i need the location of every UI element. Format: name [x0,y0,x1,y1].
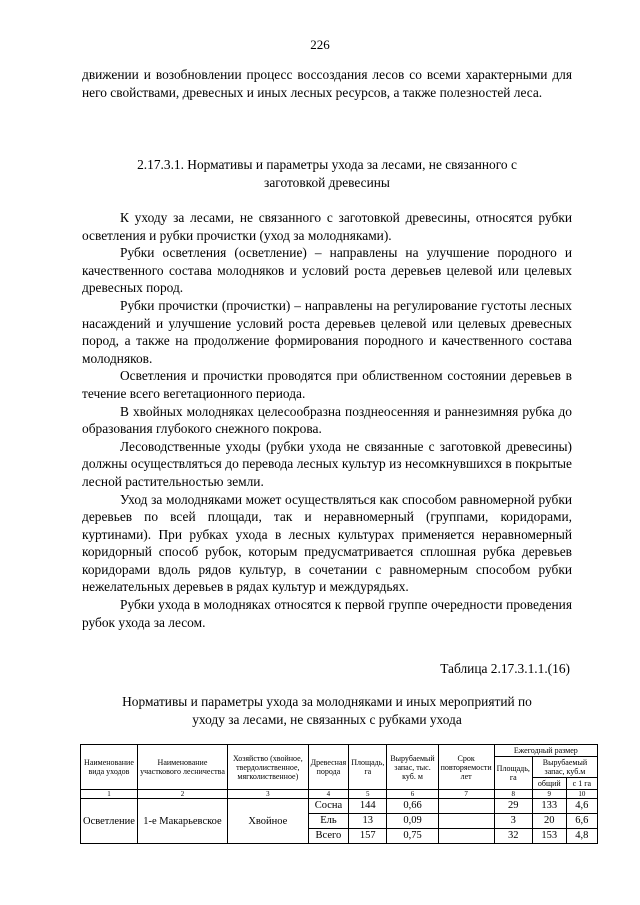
cell-economy: Хвойное [228,799,309,844]
paragraph: Рубки ухода в молодняках относятся к первой группе очередности проведения рубок ухода за лесом. [82,597,572,630]
column-number: 6 [387,790,438,799]
cell-annual-area: 3 [494,814,532,829]
header-care-type: Наименование видa уходов [81,745,138,790]
cell-area: 144 [349,799,387,814]
continuation-paragraph: движении и возобновлении процесс воссоздания лесов со всеми характерными для него свойствами, древесных и иных лесных ресурсов, а также полезностей леса. [82,67,572,100]
norms-table [80,744,598,844]
column-number: 1 [81,790,138,799]
cell-period [438,799,494,814]
column-number: 9 [532,790,566,799]
header-annual-area: Площадь, га [494,757,532,790]
column-number: 8 [494,790,532,799]
column-number: 7 [438,790,494,799]
cell-period [438,829,494,844]
paragraph: Рубки осветления (осветление) – направлены на улучшение породного и качественного состава молодняков и условий роста деревьев целевой или целевых древесных пород. [82,245,572,296]
column-number: 5 [349,790,387,799]
header-species: Древесная порода [308,745,349,790]
cell-annual-per-ha: 6,6 [566,814,597,829]
cell-volume: 0,09 [387,814,438,829]
cell-species: Сосна [308,799,349,814]
paragraph: В хвойных молодняках целесообразна позднеосенняя и раннезимняя рубка до образования глубокого снежного покрова. [82,403,572,437]
table-title-line-2: уходу за лесами, не связанных с рубками ухода [192,711,462,727]
table-label: Таблица 2.17.3.1.1.(16) [440,661,570,676]
cell-annual-total: 153 [532,829,566,844]
header-area: Площадь, га [349,745,387,790]
paragraph: К уходу за лесами, не связанного с заготовкой древесины, относятся рубки осветления и рубки прочистки (уход за молодняками). [82,210,572,243]
table-title [82,693,572,728]
table-row [81,799,598,814]
cell-annual-per-ha: 4,8 [566,829,597,844]
cell-volume: 0,75 [387,829,438,844]
cell-area: 13 [349,814,387,829]
column-number: 10 [566,790,597,799]
column-number-row [81,790,598,799]
cell-species: Всего [308,829,349,844]
cell-period [438,814,494,829]
cell-annual-area: 32 [494,829,532,844]
cell-annual-per-ha: 4,6 [566,799,597,814]
paragraph: Лесоводственные уходы (рубки ухода не связанные с заготовкой древесины) должны осуществляться до перевода лесных культур из несомкнувшихся в покрытые лесной растительностью земли. [82,438,572,489]
section-heading-line-1: 2.17.3.1. Нормативы и параметры ухода за лесами, не связанного с [137,157,517,172]
header-annual-volume: Вырубаемый запас, куб.м [532,757,597,778]
header-annual: Ежегодный размер [494,745,597,757]
body-text [82,209,572,631]
cell-species: Ель [308,814,349,829]
cell-volume: 0,66 [387,799,438,814]
column-number: 2 [137,790,227,799]
header-economy: Хозяйство (хвойное, твердолиственное, мягколиственное) [228,745,309,790]
table-header-row [81,745,598,757]
page-number: 226 [310,37,330,52]
cell-annual-area: 29 [494,799,532,814]
paragraph: Уход за молодняками может осуществляться как способом равномерной рубки деревьев по всей площади, так и неравномерный (группами, коридорами, куртинами). При рубках ухода в лесных культурах применяется неравномерный коридорный способ рубок, которым предусматривается сплошная рубка деревьев коридорами вдоль рядов культур, в сочетании с равномерным способом рубки нежелательных деревьев в рядах культур и междурядьях. [82,491,572,595]
cell-forestry: 1-е Макарьевское [137,799,227,844]
cell-area: 157 [349,829,387,844]
column-number: 3 [228,790,309,799]
cell-care-type: Осветление [81,799,138,844]
header-annual-per-ha: с 1 га [566,778,597,790]
section-heading [82,156,572,191]
cell-annual-total: 20 [532,814,566,829]
header-volume: Вырубаемый запас, тыс. куб. м [387,745,438,790]
column-number: 4 [308,790,349,799]
paragraph: Рубки прочистки (прочистки) – направлены на регулирование густоты лесных насаждений и улучшение условий роста деревьев целевой или целевых древесных пород, а также на продолжение формирования породного и качественного состава молодняков. [82,297,572,366]
header-forestry: Наименование участкового лесничества [137,745,227,790]
cell-annual-total: 133 [532,799,566,814]
header-annual-total: общий [532,778,566,790]
section-heading-line-2: заготовкой древесины [264,174,390,190]
header-period: Срок повторяемости лет [438,745,494,790]
continuation-text [82,66,572,101]
table-title-line-1: Нормативы и параметры ухода за молодняками и иных мероприятий по [122,694,532,709]
paragraph: Осветления и прочистки проводятся при облиственном состоянии деревьев в течение всего вегетационного периода. [82,368,572,401]
